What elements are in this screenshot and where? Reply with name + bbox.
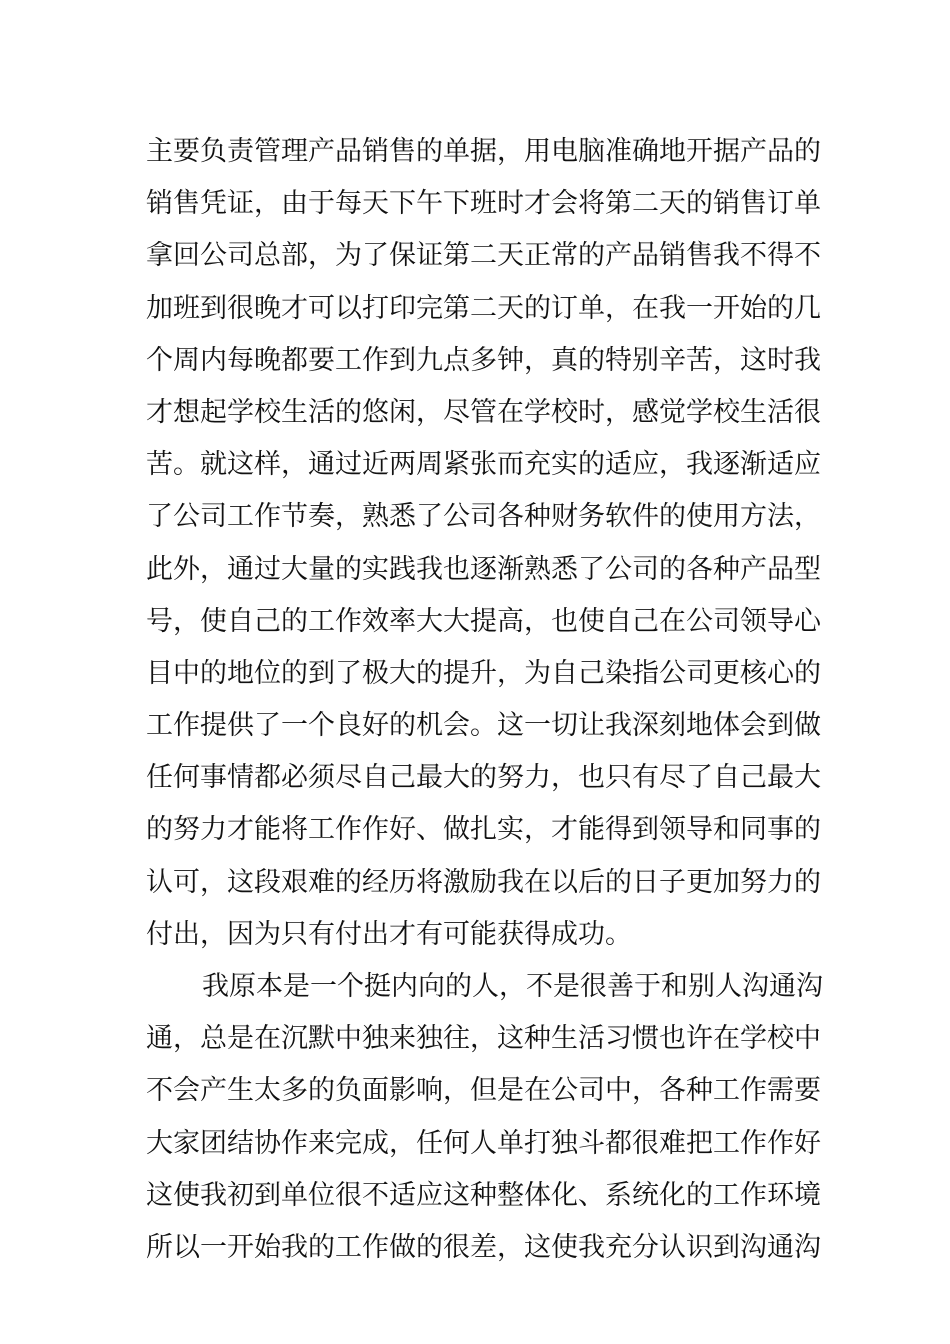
text-line: 加班到很晚才可以打印完第二天的订单，在我一开始的几 bbox=[146, 292, 821, 324]
text-line: 通，总是在沉默中独来独往，这种生活习惯也许在学校中 bbox=[146, 1023, 821, 1055]
text-line: 付出，因为只有付出才有可能获得成功。 bbox=[146, 918, 632, 950]
text-line: 此外，通过大量的实践我也逐渐熟悉了公司的各种产品型 bbox=[146, 553, 821, 585]
text-line: 号，使自己的工作效率大大提高，也使自己在公司领导心 bbox=[146, 605, 821, 637]
text-line: 这使我初到单位很不适应这种整体化、系统化的工作环境 bbox=[146, 1179, 821, 1211]
text-line: 我原本是一个挺内向的人，不是很善于和别人沟通沟 bbox=[202, 971, 823, 1002]
paragraph-2 bbox=[146, 961, 823, 1274]
text-line: 了公司工作节奏，熟悉了公司各种财务软件的使用方法， bbox=[146, 501, 821, 533]
text-line: 所以一开始我的工作做的很差，这使我充分认识到沟通沟 bbox=[146, 1231, 821, 1263]
text-line: 苦。就这样，通过近两周紧张而充实的适应，我逐渐适应 bbox=[146, 449, 821, 481]
body-text bbox=[146, 126, 823, 1274]
text-line: 任何事情都必须尽自己最大的努力，也只有尽了自己最大 bbox=[146, 762, 821, 794]
text-line: 才想起学校生活的悠闲，尽管在学校时，感觉学校生活很 bbox=[146, 396, 821, 428]
text-line: 工作提供了一个良好的机会。这一切让我深刻地体会到做 bbox=[146, 710, 821, 742]
text-line: 认可，这段艰难的经历将激励我在以后的日子更加努力的 bbox=[146, 866, 821, 898]
text-line: 拿回公司总部，为了保证第二天正常的产品销售我不得不 bbox=[146, 240, 821, 272]
text-line: 的努力才能将工作作好、做扎实，才能得到领导和同事的 bbox=[146, 814, 821, 846]
text-line: 目中的地位的到了极大的提升，为自己染指公司更核心的 bbox=[146, 657, 821, 689]
text-line: 大家团结协作来完成，任何人单打独斗都很难把工作作好 bbox=[146, 1127, 821, 1159]
paragraph-1 bbox=[146, 126, 821, 961]
text-line: 主要负责管理产品销售的单据，用电脑准确地开据产品的 bbox=[146, 136, 821, 167]
text-line: 不会产生太多的负面影响，但是在公司中，各种工作需要 bbox=[146, 1075, 821, 1107]
text-line: 销售凭证，由于每天下午下班时才会将第二天的销售订单 bbox=[146, 188, 821, 220]
text-line: 个周内每晚都要工作到九点多钟，真的特别辛苦，这时我 bbox=[146, 344, 821, 376]
